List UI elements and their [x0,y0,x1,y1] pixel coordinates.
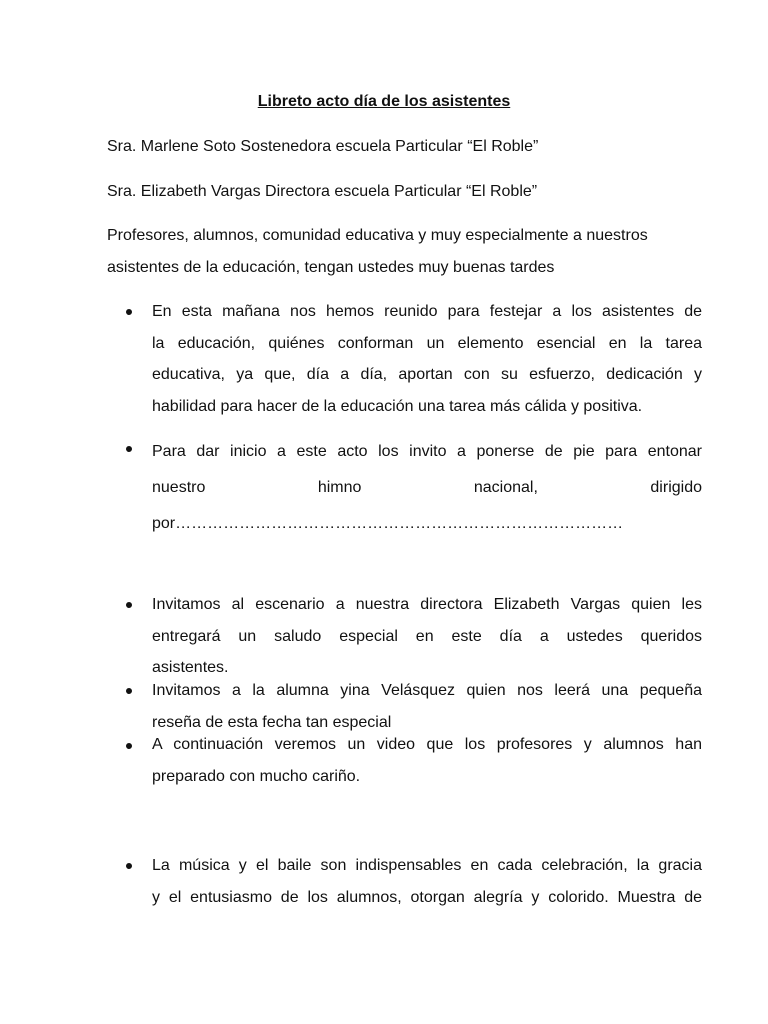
intro-line-2: asistentes de la educación, tengan ustedes muy buenas tardes [107,259,555,276]
bullet-icon [126,602,132,608]
bullet-line: Invitamos al escenario a nuestra directora Elizabeth Vargas quien les [152,596,702,613]
intro-line-1: Profesores, alumnos, comunidad educativa y muy especialmente a nuestros [107,227,648,244]
bullet-icon [126,743,132,749]
bullet-line: educativa, ya que, día a día, aportan con su esfuerzo, dedicación y [152,366,702,383]
document-title: Libreto acto día de los asistentes [257,93,511,110]
bullet-line: Invitamos a la alumna yina Velásquez quien nos leerá una pequeña [152,682,702,699]
bullet-line: En esta mañana nos hemos reunido para festejar a los asistentes de [152,303,702,320]
bullet-line: Para dar inicio a este acto los invito a ponerse de pie para entonar [152,443,702,460]
bullet-line: reseña de esta fecha tan especial [152,713,392,731]
bullet-line: habilidad para hacer de la educación una tarea más cálida y positiva. [152,397,643,415]
bullet-item-2 [152,434,702,542]
bullet-line: por………………………………………………………………………… [152,515,624,532]
bullet-icon [126,688,132,694]
bullet-line: nuestro himno nacional, dirigido [152,479,702,496]
bullet-item-1 [152,296,702,422]
bullet-icon [126,446,132,452]
bullet-item-3 [152,589,702,684]
bullet-item-5 [152,729,702,792]
bullet-line: entregará un saludo especial en este día a ustedes queridos [152,627,702,645]
speaker-line-2: Sra. Elizabeth Vargas Directora escuela Particular “El Roble” [107,183,538,200]
bullet-line: preparado con mucho cariño. [152,767,361,785]
bullet-icon [126,863,132,869]
bullet-icon [126,309,132,315]
speaker-line-1: Sra. Marlene Soto Sostenedora escuela Particular “El Roble” [107,138,539,155]
bullet-line: y el entusiasmo de los alumnos, otorgan alegría y colorido. Muestra de [152,888,702,906]
bullet-line: la educación, quiénes conforman un elemento esencial en la tarea [152,334,702,352]
bullet-line: asistentes. [152,659,229,676]
bullet-line: A continuación veremos un video que los profesores y alumnos han [152,736,702,753]
bullet-item-6 [152,850,702,913]
bullet-line: La música y el baile son indispensables en cada celebración, la gracia [152,857,702,874]
